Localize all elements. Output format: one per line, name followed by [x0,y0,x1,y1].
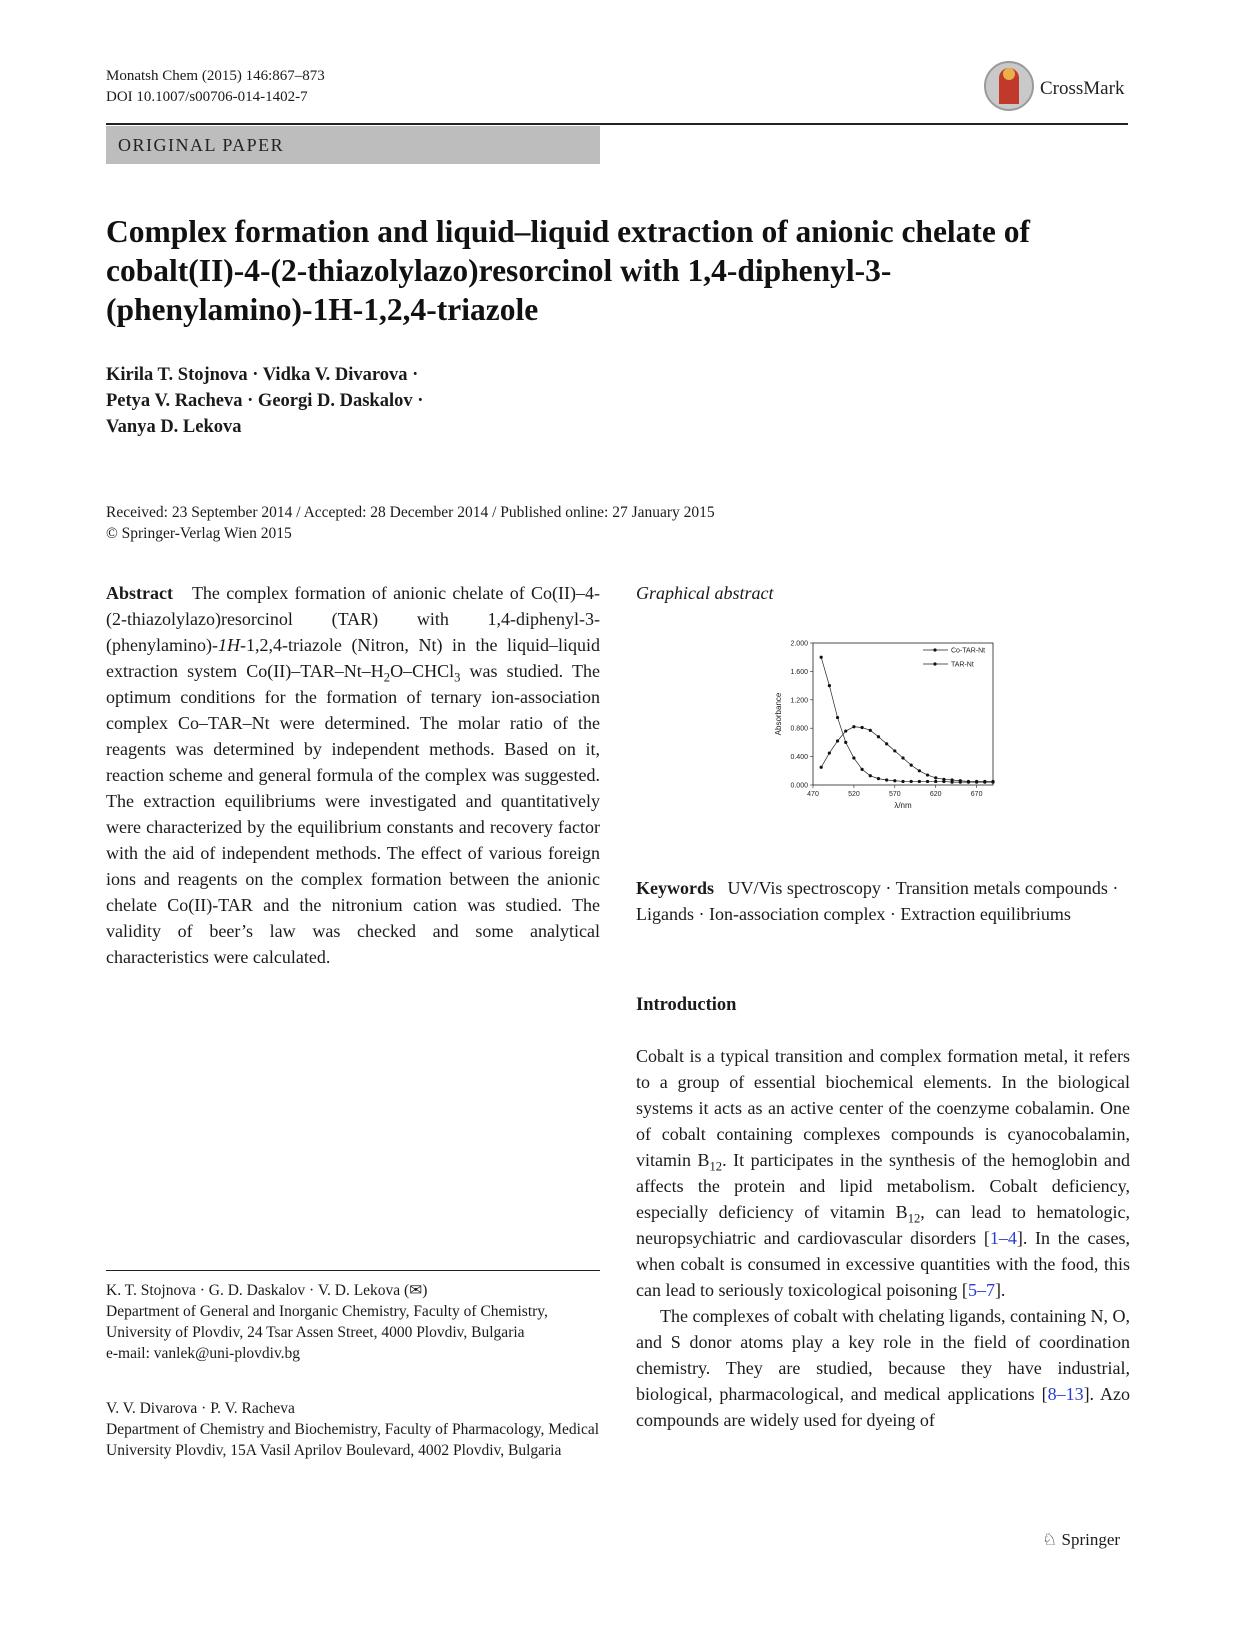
y-tick-label: 2.000 [790,640,808,648]
author-line: Kirila T. Stojnova · Vidka V. Divarova · [106,365,419,385]
series-line [821,727,993,782]
citation-link[interactable]: 1–4 [989,1228,1017,1248]
abstract-text [106,580,600,970]
text-run: Cobalt is a typical transition and complex formation metal, it refers to a group of essential biochemical elements. In the biological systems it acts as an active center of the coenzyme cobalamin. One of cobalt containing complexes compounds is cyanocobalamin, vitamin B [636,1046,1130,1170]
text-run: ]. [994,1280,1006,1300]
data-point [820,656,823,659]
x-tick-label: 520 [848,791,860,798]
intro-paragraph [636,1303,1130,1433]
history-line: Received: 23 September 2014 / Accepted: 28 December 2014 / Published online: 27 January 2015 [106,504,715,521]
data-point [926,780,929,783]
y-axis-label: Absorbance [774,692,783,736]
article-type-label: ORIGINAL PAPER [118,135,285,155]
text-run: ]. In the cases, when cobalt is consumed in excessive quantities with the food, this can lead to seriously toxicological poisoning [ [636,1228,1130,1300]
x-tick-label: 470 [807,791,819,798]
affiliation-dept: Department of Chemistry and Biochemistry, Faculty of Pharmacology, Medical University Plovdiv, 15A Vasil Aprilov Boulevard, 4002 Plovdiv, Bulgaria [106,1421,600,1459]
data-point [942,780,945,783]
author-line: Vanya D. Lekova [106,417,242,437]
subscript: 3 [454,670,461,685]
springer-horse-icon: ♘ [1042,1530,1058,1549]
data-point [967,781,970,784]
article-type-bar [106,126,600,164]
publisher-name: Springer [1061,1530,1121,1549]
data-point [877,735,880,738]
affiliation-block [106,1280,600,1364]
data-point [852,725,855,728]
y-tick-label: 0.000 [790,782,808,790]
article-title: Complex formation and liquid–liquid extraction of anionic chelate of cobalt(II)-4-(2-thiazolylazo)resorcinol with 1,4-diphenyl-3-(phenylamino)-1H-1,2,4-triazole [106,214,1031,327]
data-point [950,781,953,784]
data-point [926,773,929,776]
data-point [893,779,896,782]
data-point [918,780,921,783]
data-point [975,781,978,784]
data-point [852,756,855,759]
subscript: 12 [709,1159,723,1174]
data-point [893,749,896,752]
abstract-part: was studied. The optimum conditions for the formation of ternary ion-association complex Co–TAR–Nt were determined. The molar ratio of the reagents was determined by independent methods. Based on it, reaction scheme and general formula of the complex was suggested. The extraction equilibriums were investigated and quantitatively were characterized by the equilibrium constants and recovery factor with the aid of independent methods. The effect of various foreign ions and reagents on the complex formation between the anionic chelate Co(II)-TAR and the nitronium cation was studied. The validity of beer’s law was checked and some analytical characteristics were calculated. [106,661,600,967]
abstract-part: The complex formation of anionic chelate of Co(II)–4-(2-thiazolylazo)resorcinol (TAR) with 1,4-diphenyl-3-(phenylamino)- [106,583,600,655]
data-point [910,780,913,783]
text-run: The complexes of cobalt with chelating ligands, containing N, O, and S donor atoms play a key role in the field of coordination chemistry. They are studied, because they have industrial, biological, pharmacological, and medical applications [ [636,1306,1130,1404]
data-point [901,780,904,783]
abstract-heading: Abstract [106,583,173,603]
introduction-heading: Introduction [636,995,737,1015]
data-point [860,726,863,729]
text-run: . It participates in the synthesis of the hemoglobin and affects the protein and lipid metabolism. Cobalt deficiency, especially deficiency of vitamin B [636,1150,1130,1222]
data-point [828,751,831,754]
keywords-list: UV/Vis spectroscopy · Transition metals compounds · Ligands · Ion-association complex · Extraction equilibriums [636,878,1119,924]
data-point [934,776,937,779]
x-tick-label: 620 [929,791,942,798]
legend-marker [933,662,936,665]
text-run: ]. Azo compounds are widely used for dyeing of [636,1384,1130,1430]
crossmark-label: CrossMark [1040,78,1125,99]
y-tick-label: 1.600 [790,668,808,676]
data-point [844,741,847,744]
data-point [836,739,839,742]
abstract-part: 1H [217,635,240,655]
affiliation-names: K. T. Stojnova · G. D. Daskalov · V. D. Lekova (✉) [106,1282,428,1299]
data-point [934,780,937,783]
author-list [106,362,706,440]
author-line: Petya V. Racheva · Georgi D. Daskalov · [106,391,424,411]
x-axis-label: λ/nm [894,801,912,810]
header-rule [106,123,1128,125]
y-tick-label: 1.200 [790,697,808,705]
journal-citation [106,66,325,108]
crossmark-icon [983,60,1035,112]
legend-marker [933,648,936,651]
data-point [885,742,888,745]
introduction-body [636,1043,1130,1433]
series-line [821,657,993,782]
data-point [869,774,872,777]
affiliation-email[interactable]: e-mail: vanlek@uni-plovdiv.bg [106,1345,301,1362]
graphical-abstract-label: Graphical abstract [636,583,774,603]
x-tick-label: 670 [970,791,983,798]
x-tick-label: 570 [888,791,901,798]
citation-link[interactable]: 8–13 [1047,1384,1084,1404]
data-point [828,684,831,687]
journal-line: Monatsh Chem (2015) 146:867–873 [106,68,325,84]
legend-label: TAR-Nt [951,661,974,669]
data-point [918,769,921,772]
doi-line[interactable]: DOI 10.1007/s00706-014-1402-7 [106,89,308,105]
subscript: 2 [383,670,391,685]
subscript: 12 [907,1211,921,1226]
data-point [869,729,872,732]
data-point [860,768,863,771]
footnote-rule [106,1270,600,1271]
affiliation-names: V. V. Divarova · P. V. Racheva [106,1400,295,1417]
abstract-section [106,580,600,970]
data-point [877,777,880,780]
abstract-part: O–CHCl [390,661,455,681]
data-point [820,766,823,769]
data-point [844,729,847,732]
keywords-heading: Keywords [636,878,714,898]
keywords-section [636,875,1130,927]
abstract-part: -1,2,4-triazole (Nitron, Nt) in the liquid–liquid extraction system Co(II)–TAR–Nt–H [106,635,600,681]
data-point [901,756,904,759]
data-point [836,716,839,719]
crossmark-badge[interactable] [983,60,1133,120]
y-tick-label: 0.800 [790,725,808,733]
y-tick-label: 0.400 [790,754,808,762]
data-point [991,781,994,784]
text-run: , can lead to hematologic, neuropsychiatric and cardiovascular disorders [ [636,1202,1130,1248]
publisher-logo [1042,1530,1120,1550]
data-point [885,778,888,781]
citation-link[interactable]: 5–7 [967,1280,995,1300]
data-point [910,764,913,767]
absorbance-chart [763,635,1003,820]
affiliation-block [106,1398,600,1461]
affiliation-dept: Department of General and Inorganic Chemistry, Faculty of Chemistry, University of Plovdiv, 24 Tsar Assen Street, 4000 Plovdiv, Bulgaria [106,1303,548,1341]
publication-dates [106,502,1006,544]
intro-paragraph [636,1043,1130,1303]
legend-label: Co-TAR-Nt [951,647,986,655]
data-point [983,781,986,784]
copyright-line: © Springer-Verlag Wien 2015 [106,525,292,542]
data-point [959,781,962,784]
